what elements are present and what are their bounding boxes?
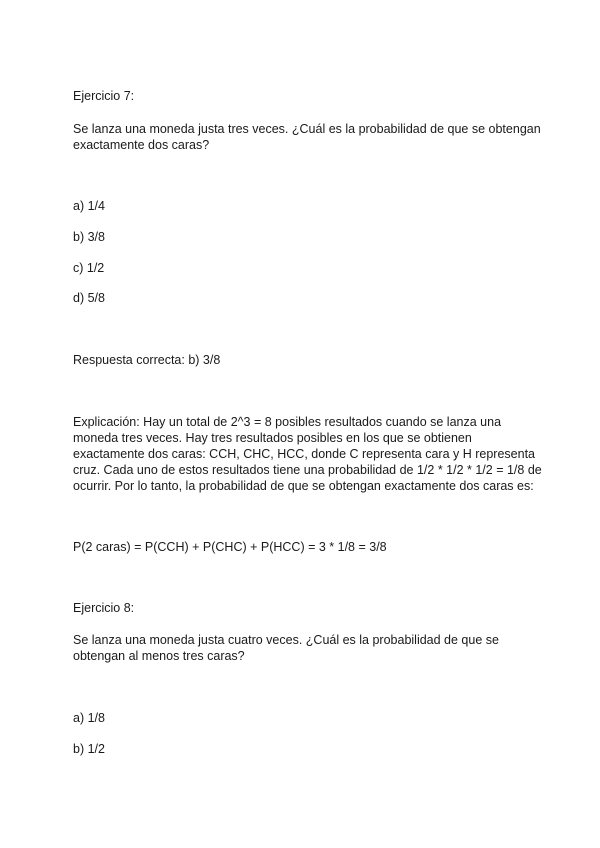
exercise-7-option-c: c) 1/2 [73, 261, 105, 275]
exercise-8-question-line-1: Se lanza una moneda justa cuatro veces. ¿Cuál es la probabilidad de que se [73, 633, 499, 647]
exercise-7-question-line-2: exactamente dos caras? [73, 138, 210, 152]
exercise-7-option-b: b) 3/8 [73, 230, 105, 244]
exercise-7-explanation-line-1: Explicación: Hay un total de 2^3 = 8 posibles resultados cuando se lanza una [73, 415, 502, 429]
exercise-8-option-b: b) 1/2 [73, 742, 105, 756]
exercise-7-explanation-line-5: ocurrir. Por lo tanto, la probabilidad de que se obtengan exactamente dos caras es: [73, 479, 534, 493]
exercise-7-formula: P(2 caras) = P(CCH) + P(CHC) + P(HCC) = 3 * 1/8 = 3/8 [73, 540, 387, 554]
exercise-8-option-a: a) 1/8 [73, 711, 105, 725]
exercise-7-explanation-line-4: cruz. Cada uno de estos resultados tiene una probabilidad de 1/2 * 1/2 * 1/2 = 1/8 de [73, 463, 542, 477]
exercise-7-explanation-line-2: moneda tres veces. Hay tres resultados posibles en los que se obtienen [73, 431, 472, 445]
exercise-7-option-a: a) 1/4 [73, 199, 105, 213]
exercise-7-title: Ejercicio 7: [73, 89, 135, 103]
exercise-7-question-line-1: Se lanza una moneda justa tres veces. ¿Cuál es la probabilidad de que se obtengan [73, 122, 541, 136]
exercise-8-title: Ejercicio 8: [73, 601, 135, 615]
exercise-7-answer: Respuesta correcta: b) 3/8 [73, 353, 221, 367]
exercise-7-option-d: d) 5/8 [73, 291, 105, 305]
exercise-8-question-line-2: obtengan al menos tres caras? [73, 649, 245, 663]
exercise-7-explanation-line-3: exactamente dos caras: CCH, CHC, HCC, donde C representa cara y H representa [73, 447, 535, 461]
